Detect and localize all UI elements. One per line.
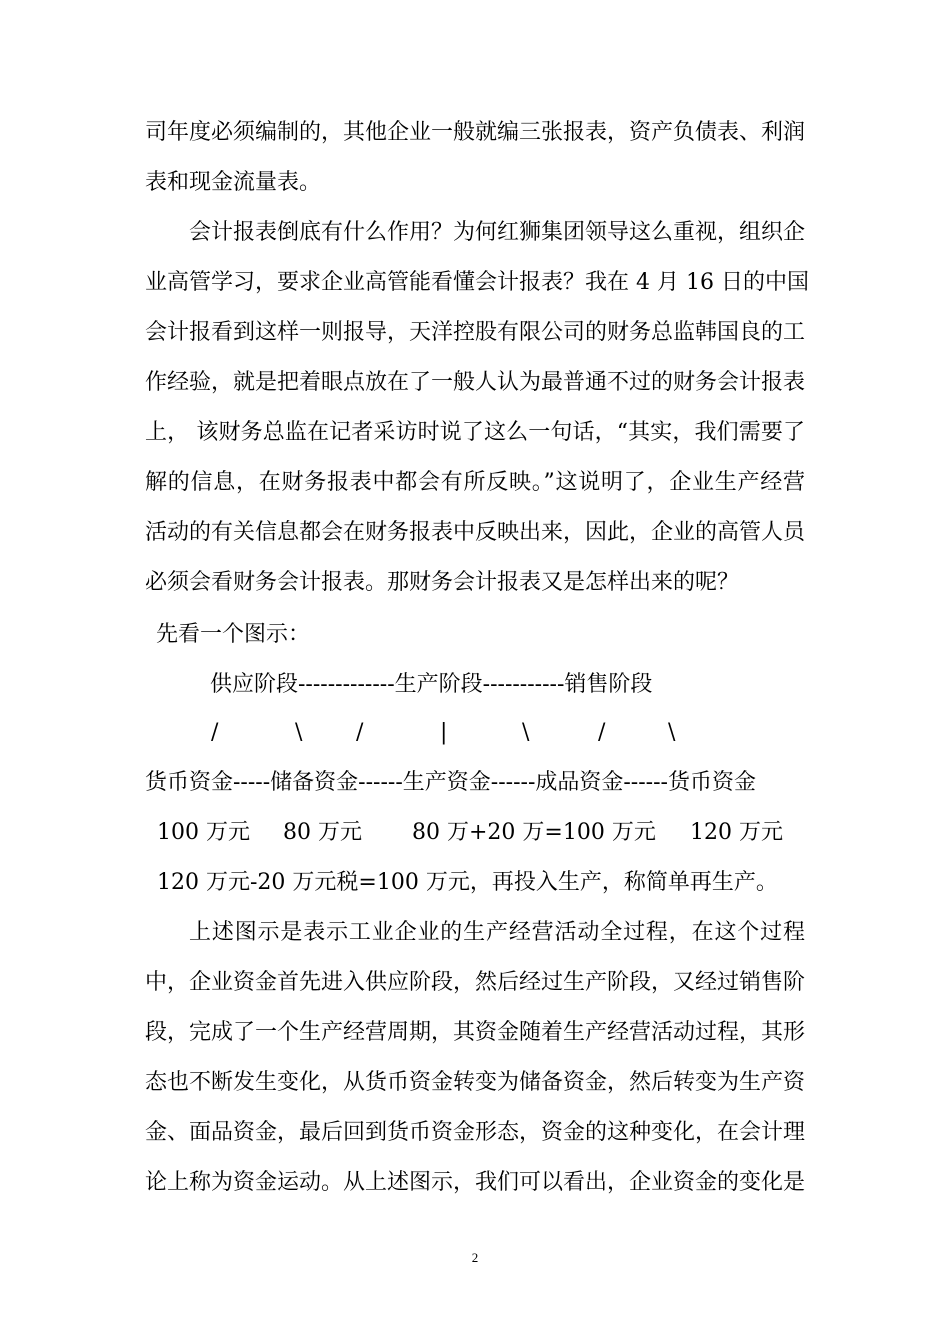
paragraph-3-line-4: 态也不断发生变化，从货币资金转变为储备资金，然后转变为生产资 [145,1070,806,1095]
paragraph-2-line-7: 活动的有关信息都会在财务报表中反映出来，因此，企业的高管人员 [145,520,806,545]
connector-backslash-2: \ [522,720,530,745]
amount-finished: 120 万元 [690,820,783,845]
paragraph-2-line-5: 上， 该财务总监在记者采访时说了这么一句话，“其实，我们需要了 [145,420,805,445]
diagram-amounts-line [0,818,950,848]
paragraph-3-line-6: 论上称为资金运动。从上述图示，我们可以看出，企业资金的变化是 [145,1170,806,1195]
amount-production: 80 万+20 万=100 万元 [412,820,656,845]
amount-monetary: 100 万元 [157,820,250,845]
diagram-connector-line [0,718,950,748]
paragraph-3-line-2: 中，企业资金首先进入供应阶段，然后经过生产阶段，又经过销售阶 [145,970,806,995]
paragraph-2-line-3: 会计报看到这样一则报导，天洋控股有限公司的财务总监韩国良的工 [145,320,806,345]
diagram-funds-line: 货币资金-----储备资金------生产资金------成品资金------货币资金 [145,770,756,795]
paragraph-2-line-4: 作经验，就是把着眼点放在了一般人认为最普通不过的财务会计报表 [145,370,806,395]
amount-reserve: 80 万元 [283,820,362,845]
paragraph-3-line-5: 金、面品资金，最后回到货币资金形态，资金的这种变化，在会计理 [145,1120,806,1145]
paragraph-2-line-8: 必须会看财务会计报表。那财务会计报表又是怎样出来的呢？ [145,570,740,595]
diagram-intro: 先看一个图示： [156,622,311,647]
connector-bar: | [440,720,448,745]
paragraph-2-line-1: 会计报表倒底有什么作用？为何红狮集团领导这么重视，组织企 [189,220,806,245]
paragraph-3-line-1: 上述图示是表示工业企业的生产经营活动全过程，在这个过程 [189,920,805,945]
paragraph-2-line-2: 业高管学习，要求企业高管能看懂会计报表？我在 4 月 16 日的中国 [145,270,809,295]
paragraph-1-line-1: 司年度必须编制的，其他企业一般就编三张报表，资产负债表、利润 [145,120,806,145]
page-number: 2 [471,1250,479,1265]
paragraph-1-line-2: 表和现金流量表。 [145,170,322,195]
diagram-stages-line: 供应阶段-------------生产阶段-----------销售阶段 [210,672,653,697]
connector-backslash-3: \ [668,720,676,745]
diagram-reproduction-line: 120 万元-20 万元税=100 万元，再投入生产，称简单再生产。 [157,870,778,895]
paragraph-2-line-6: 解的信息，在财务报表中都会有所反映。”这说明了，企业生产经营 [145,470,805,495]
connector-slash-3: / [598,720,606,745]
paragraph-3-line-3: 段，完成了一个生产经营周期，其资金随着生产经营活动过程，其形 [145,1020,806,1045]
connector-slash-1: / [211,720,219,745]
connector-backslash-1: \ [295,720,303,745]
connector-slash-2: / [356,720,364,745]
